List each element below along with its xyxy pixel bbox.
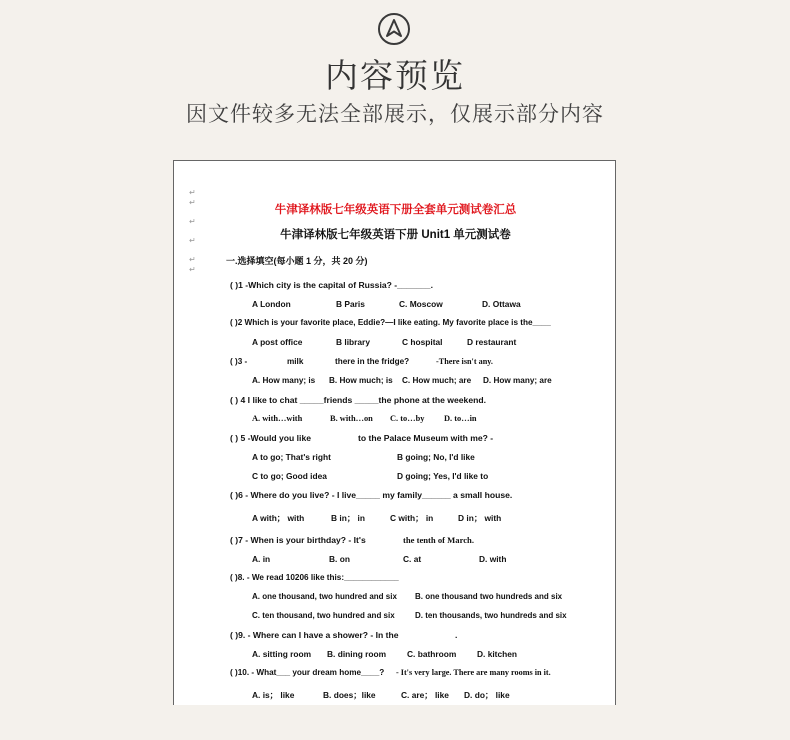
page-subtitle: 因文件较多无法全部展示，仅展示部分内容 <box>186 102 604 126</box>
option: D in； with <box>458 513 502 523</box>
option: A. sitting room <box>252 649 312 659</box>
option: A. in <box>252 554 271 564</box>
option: C. Moscow <box>399 299 443 309</box>
question-text: to the Palace Museum with me? - <box>358 433 494 443</box>
question-7: ( )7 - When is your birthday? - It's <box>230 535 366 545</box>
section-heading: 一.选择填空(每小题 1 分，共 20 分) <box>226 256 368 266</box>
question-text: - It's very large. There are many rooms in it. <box>396 668 551 677</box>
question-text: -There isn't any. <box>436 357 493 366</box>
paragraph-mark: ↵ <box>189 217 196 226</box>
option: B Paris <box>336 299 365 309</box>
option: D. kitchen <box>477 649 518 659</box>
option: B. How much; is <box>329 376 393 385</box>
option: D going; Yes, I'd like to <box>397 471 489 481</box>
option: C hospital <box>402 337 443 347</box>
paragraph-mark: ↵ <box>189 188 196 197</box>
paragraph-mark: ↵ <box>189 255 196 264</box>
question-2: ( )2 Which is your favorite place, Eddie?—I like eating. My favorite place is the____ <box>230 318 551 327</box>
option: A. with…with <box>252 414 303 423</box>
question-9: ( )9. - Where can I have a shower? - In the <box>230 630 399 640</box>
option: A to go; That's right <box>252 452 331 462</box>
option: B going; No, I'd like <box>397 452 475 462</box>
question-3 <box>230 357 247 366</box>
question-text: the tenth of March. <box>403 535 474 545</box>
option: C. to…by <box>390 414 425 423</box>
option: B. on <box>329 554 350 564</box>
question-5: ( ) 5 -Would you like <box>230 433 312 443</box>
page-title: 内容预览 <box>325 56 465 95</box>
option: B. one thousand two hundreds and six <box>415 592 563 601</box>
question-text: milk <box>287 357 304 366</box>
option: A post office <box>252 337 303 347</box>
question-8: ( )8. - We read 10206 like this:____________ <box>230 573 399 582</box>
option: B in； in <box>331 513 365 523</box>
option: C. ten thousand, two hundred and six <box>252 611 395 620</box>
option: C. at <box>403 554 422 564</box>
document-title: 牛津译林版七年级英语下册 Unit1 单元测试卷 <box>280 229 511 241</box>
option: C with； in <box>390 513 434 523</box>
question-1: ( )1 -Which city is the capital of Russia? -_______. <box>230 280 433 290</box>
option: D. ten thousands, two hundreds and six <box>415 611 567 620</box>
option: A with； with <box>252 513 305 523</box>
option: C. bathroom <box>407 649 457 659</box>
document-preview <box>173 160 616 705</box>
question-4: ( ) 4 I like to chat _____friends _____the phone at the weekend. <box>230 395 486 405</box>
up-arrow-circle-icon <box>378 13 410 45</box>
option: C. are； like <box>401 690 449 700</box>
paragraph-mark: ↵ <box>189 198 196 207</box>
option: C to go; Good idea <box>252 471 327 481</box>
option: B. with…on <box>330 414 373 423</box>
option: D. do； like <box>464 690 510 700</box>
question-text: . <box>455 630 458 640</box>
option: D. to…in <box>444 414 477 423</box>
option: A. one thousand, two hundred and six <box>252 592 397 601</box>
option: A. How many; is <box>252 376 316 385</box>
question-10: ( )10. - What___ your dream home____? <box>230 668 385 677</box>
question-text: there in the fridge? <box>335 357 410 366</box>
document-main-title: 牛津译林版七年级英语下册全套单元测试卷汇总 <box>274 204 517 216</box>
option: C. How much; are <box>402 376 472 385</box>
option: A London <box>252 299 291 309</box>
option: B library <box>336 337 370 347</box>
option: D. with <box>479 554 507 564</box>
paragraph-mark: ↵ <box>189 265 196 274</box>
paragraph-mark: ↵ <box>189 236 196 245</box>
question-6: ( )6 - Where do you live? - I live_____ my family______ a small house. <box>230 490 513 500</box>
option: D restaurant <box>467 337 517 347</box>
option: A. is； like <box>252 690 295 700</box>
question-text: ( )3 - <box>230 357 248 366</box>
option: B. dining room <box>327 649 387 659</box>
option: B. does；like <box>323 690 376 700</box>
option: D. Ottawa <box>482 299 521 309</box>
option: D. How many; are <box>483 376 552 385</box>
